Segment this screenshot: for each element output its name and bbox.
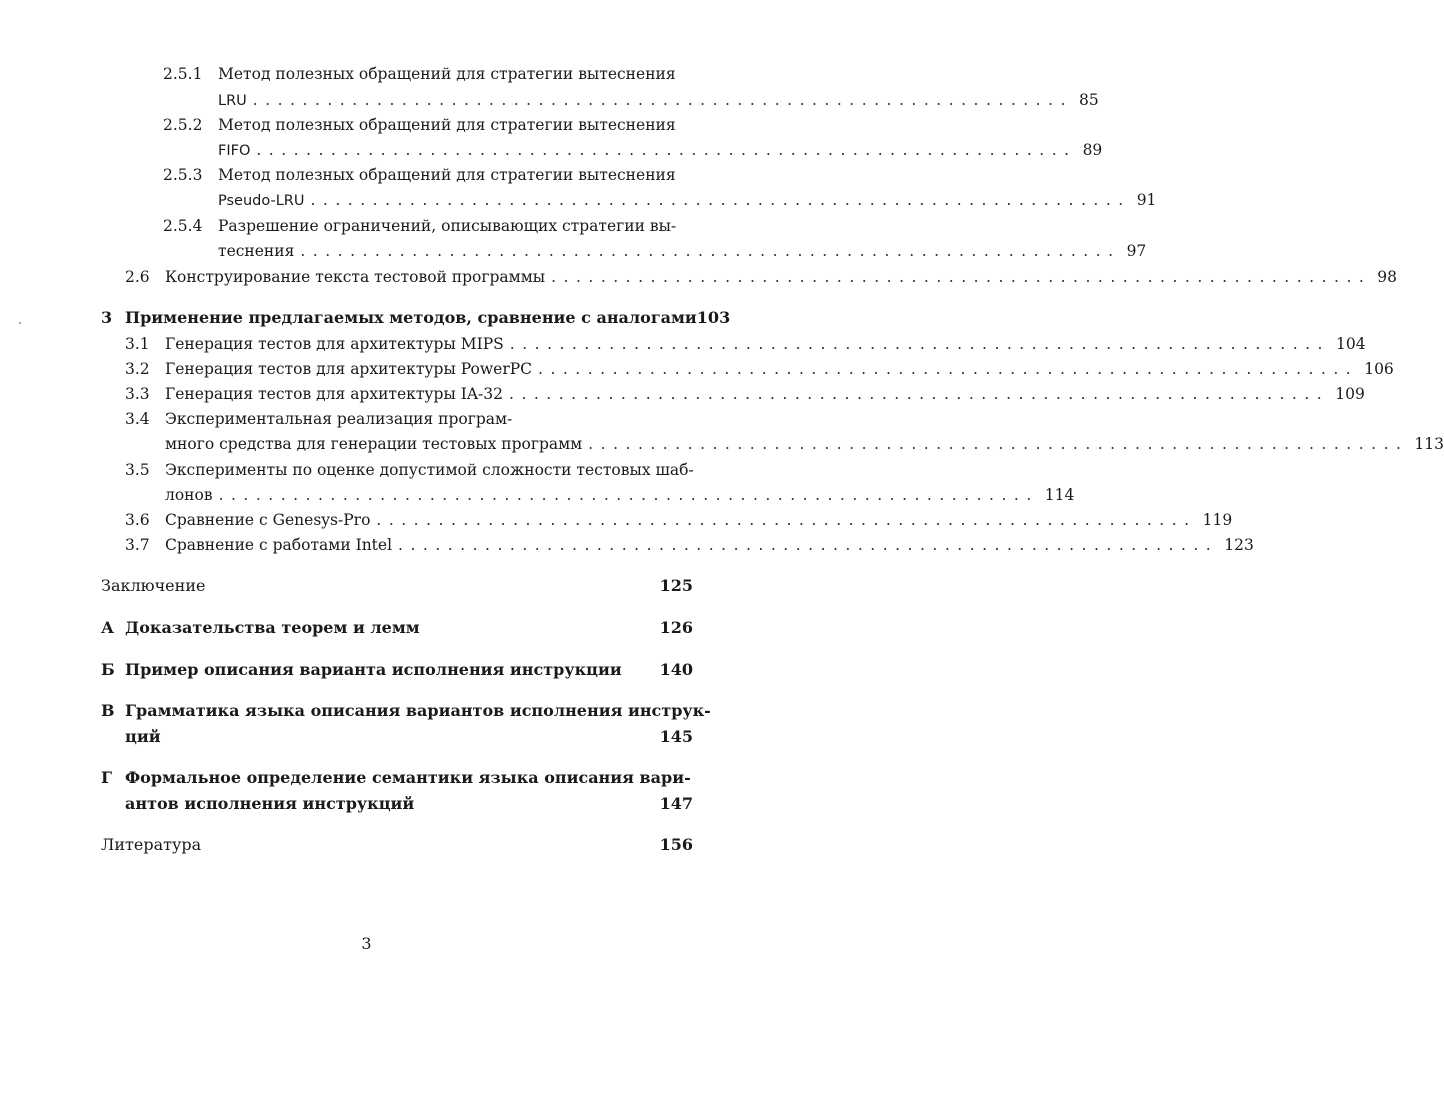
page-ref: 113: [1414, 435, 1444, 453]
toc-appendix-b: [101, 659, 693, 681]
page-ref: 119: [1202, 511, 1233, 529]
dot-leader: ..................................................................: [300, 242, 1121, 260]
appendix-title-continued: антов исполнения инструкций: [125, 794, 415, 813]
appendix-letter: В: [101, 701, 115, 720]
dot-leader: ..................................................................: [256, 141, 1077, 159]
entry-title-continued: много средства для генерации тестовых программ: [165, 435, 583, 453]
section-number: 3.3: [125, 385, 150, 403]
entry-title-continued: LRU: [218, 93, 247, 109]
entry-title-continued: FIFO: [218, 143, 251, 159]
section-number: 2.5.2: [163, 116, 203, 134]
dot-leader: ..................................................................: [376, 511, 1197, 529]
dot-leader: ..................................................................: [538, 360, 1359, 378]
toc-entry-2-5-2-cont: [218, 139, 1103, 162]
entry-title: Метод полезных обращений для стратегии вытеснения: [218, 166, 676, 184]
toc-entry-3-7: [125, 534, 1254, 556]
toc-entry-3-1: [125, 333, 1366, 355]
toc-appendix-a: [101, 617, 693, 639]
appendix-letter: Г: [101, 768, 113, 787]
page-ref: 109: [1335, 385, 1365, 403]
section-number: 2.6: [125, 268, 150, 286]
appendix-title: Пример описания варианта исполнения инструкции: [125, 660, 622, 679]
toc-entry-3-3: [125, 383, 1365, 405]
section-number: 3.1: [125, 335, 150, 353]
dot-leader: ..................................................................: [588, 435, 1409, 453]
toc-entry-2-6: [125, 266, 1398, 288]
section-number: 3.5: [125, 461, 150, 479]
entry-title: Генерация тестов для архитектуры PowerPC: [165, 360, 533, 378]
entry-title: Эксперименты по оценке допустимой сложности тестовых шаб-: [165, 461, 694, 479]
page-ref: 114: [1044, 486, 1075, 504]
appendix-title: Формальное определение семантики языка описания вари-: [125, 768, 691, 787]
scan-speck: [19, 322, 21, 324]
toc-appendix-v-cont: [125, 726, 693, 748]
page-ref: 91: [1136, 191, 1157, 209]
page-number: 3: [361, 934, 372, 953]
section-number: 3.2: [125, 360, 150, 378]
page-ref: 156: [659, 835, 693, 854]
section-number: 3.4: [125, 410, 150, 428]
section-number: 2.5.4: [163, 217, 203, 235]
toc-entry-2-5-3: [163, 164, 693, 186]
entry-title-continued: теснения: [218, 242, 295, 260]
toc-chapter-3: [101, 307, 731, 329]
toc-entry-2-5-3-cont: [218, 189, 1157, 212]
entry-title: Метод полезных обращений для стратегии вытеснения: [218, 116, 676, 134]
dot-leader: ..................................................................: [218, 486, 1039, 504]
toc-entry-2-5-4: [163, 215, 693, 237]
entry-title: Заключение: [101, 576, 206, 595]
dot-leader: ..................................................................: [398, 536, 1219, 554]
entry-title-continued: лонов: [165, 486, 213, 504]
entry-title: Генерация тестов для архитектуры MIPS: [165, 335, 504, 353]
section-number: 3.6: [125, 511, 150, 529]
toc-entry-3-5: [125, 459, 693, 481]
entry-title: Экспериментальная реализация програм-: [165, 410, 513, 428]
appendix-letter: А: [101, 618, 115, 637]
page-ref: 147: [659, 794, 693, 813]
page-ref: 85: [1078, 91, 1099, 109]
dot-leader: ..................................................................: [509, 385, 1330, 403]
page-ref: 97: [1126, 242, 1147, 260]
chapter-number: 3: [101, 308, 113, 327]
page-ref: 106: [1364, 360, 1394, 378]
dot-leader: ..................................................................: [310, 191, 1131, 209]
toc-appendix-v: [101, 700, 711, 722]
toc-entry-2-5-2: [163, 114, 693, 136]
toc-entry-2-5-1-cont: [218, 89, 1099, 112]
page-ref: 104: [1335, 335, 1366, 353]
page-ref: 103: [696, 308, 731, 327]
section-number: 2.5.1: [163, 65, 203, 83]
entry-title: Конструирование текста тестовой программы: [165, 268, 546, 286]
dot-leader: ..................................................................: [252, 91, 1073, 109]
entry-title: Разрешение ограничений, описывающих стратегии вы-: [218, 217, 677, 235]
toc-entry-3-6: [125, 509, 1233, 531]
section-number: 3.7: [125, 536, 150, 554]
page-ref: 125: [659, 576, 693, 595]
appendix-letter: Б: [101, 660, 115, 679]
entry-title: Литература: [101, 835, 202, 854]
entry-title: Метод полезных обращений для стратегии вытеснения: [218, 65, 676, 83]
section-number: 2.5.3: [163, 166, 203, 184]
toc-conclusion: [101, 575, 693, 597]
toc-entry-2-5-1: [163, 63, 693, 85]
chapter-title: Применение предлагаемых методов, сравнение с аналогами: [125, 308, 697, 327]
dot-leader: ..................................................................: [509, 335, 1330, 353]
page-ref: 123: [1224, 536, 1254, 554]
entry-title-continued: Pseudo-LRU: [218, 193, 305, 209]
toc-entry-3-4: [125, 408, 693, 430]
appendix-title: Доказательства теорем и лемм: [125, 618, 420, 637]
toc-entry-2-5-4-cont: [218, 240, 1147, 262]
entry-title: Сравнение с работами Intel: [165, 536, 393, 554]
page-ref: 140: [659, 660, 693, 679]
page-ref: 145: [659, 727, 693, 746]
toc-entry-3-5-cont: [165, 484, 1075, 506]
toc-appendix-g-cont: [125, 793, 693, 815]
toc-entry-3-2: [125, 358, 1394, 380]
toc-entry-3-4-cont: [165, 433, 1444, 455]
dot-leader: ..................................................................: [551, 268, 1372, 286]
entry-title: Сравнение с Genesys-Pro: [165, 511, 371, 529]
appendix-title-continued: ций: [125, 727, 161, 746]
appendix-title: Грамматика языка описания вариантов исполнения инструк-: [125, 701, 711, 720]
toc-references: [101, 834, 693, 856]
page-ref: 89: [1082, 141, 1103, 159]
page-ref: 98: [1377, 268, 1398, 286]
page-ref: 126: [659, 618, 693, 637]
entry-title: Генерация тестов для архитектуры IA-32: [165, 385, 504, 403]
toc-appendix-g: [101, 767, 693, 789]
